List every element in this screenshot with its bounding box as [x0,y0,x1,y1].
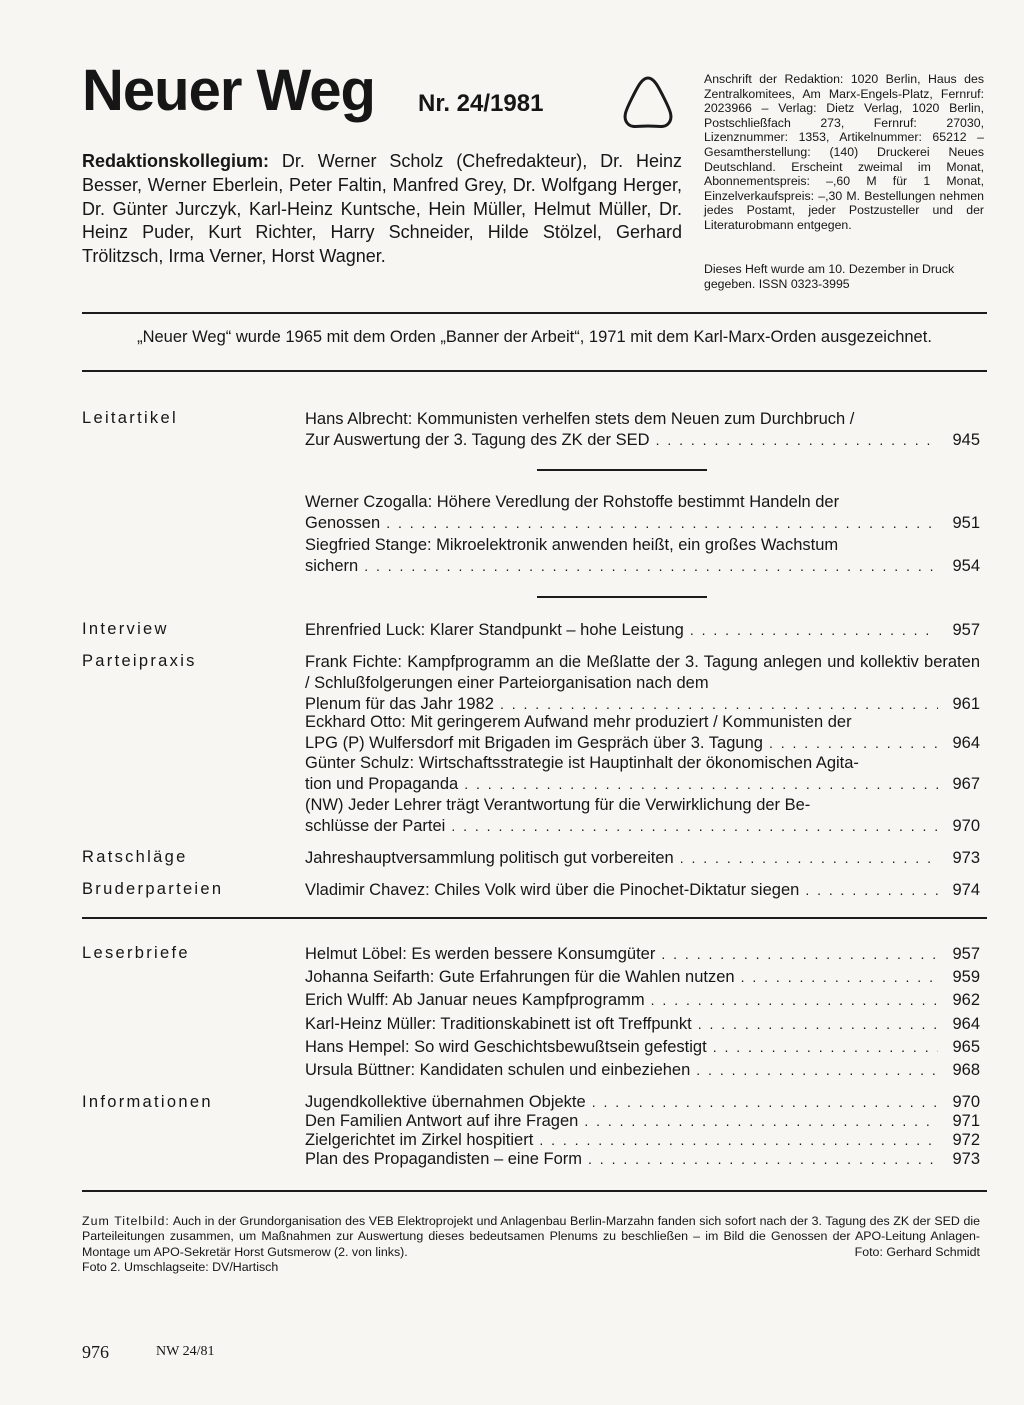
toc-entry [305,1014,980,1035]
toc-entry-title: Genossen [305,514,381,532]
toc-page-number: 967 [952,775,980,793]
leader-dots [386,513,938,534]
toc-entry-title: LPG (P) Wulfersdorf mit Brigaden im Gespräch über 3. Tagung [305,734,763,752]
short-divider [537,469,707,471]
toc-entry [305,795,980,837]
divider [82,370,987,372]
toc-entry [305,1060,980,1081]
toc-entry [305,1037,980,1058]
toc-entry [305,1150,980,1169]
divider [82,1190,987,1192]
toc-entry-title: Hans Hempel: So wird Geschichtsbewußtsein gefestigt [305,1038,707,1056]
editorial-address: Anschrift der Redaktion: 1020 Berlin, Haus des Zentralkomitees, Am Marx-Engels-Platz, Fernruf: 2023966 – Verlag: Dietz Verlag, 1020 Berlin, Postschließfach 273, Fernruf: 27030, Lizenznummer: 1353, Artikelnummer: 65212 – Gesamtherstellung: (140) Druckerei Neues Deutschland. Erscheint zweimal im Monat, Abonnementspreis: –,60 M für 1 Monat, Einzelverkaufspreis: –,30 M. Bestellungen nehmen jedes Postamt, jeder Postzusteller und der Literaturobmann entgegen. [704,72,984,232]
section-label-informationen: Informationen [82,1093,213,1111]
award-note: „Neuer Weg“ wurde 1965 mit dem Orden „Banner der Arbeit“, 1971 mit dem Karl-Marx-Orden ausgezeichnet. [137,328,932,346]
leader-dots [656,430,938,451]
toc-page-number: 971 [952,1112,980,1130]
cover-caption [82,1214,980,1276]
section-label-leserbriefe: Leserbriefe [82,944,190,962]
leader-dots [741,967,938,988]
toc-entry-title: schlüsse der Partei [305,817,446,835]
toc-entry-title: Den Familien Antwort auf ihre Fragen [305,1112,579,1130]
toc-entry [305,535,980,577]
photo-credit-cover-2: Foto 2. Umschlagseite: DV/Hartisch [82,1260,279,1275]
page-number: 976 [82,1342,109,1362]
toc-entry-title: Jugendkollektive übernahmen Objekte [305,1093,586,1111]
section-label-parteipraxis: Parteipraxis [82,652,197,670]
toc-page-number: 968 [952,1061,980,1079]
toc-page-number: 973 [952,849,980,867]
toc-entry-title: Johanna Seifarth: Gute Erfahrungen für die Wahlen nutzen [305,968,735,986]
section-label-interview: Interview [82,620,169,638]
toc-entry-title: sichern [305,557,359,575]
toc-entry-title: Ehrenfried Luck: Klarer Standpunkt – hohe Leistung [305,621,684,639]
toc-entry [305,1112,980,1131]
toc-entry [305,1131,980,1150]
toc-page-number: 972 [952,1131,980,1149]
magazine-title: Neuer Weg [82,58,375,123]
toc-page-number: 957 [952,945,980,963]
toc-page-number: 970 [952,817,980,835]
leader-dots [464,774,938,795]
divider [82,917,987,919]
triangle-logo-icon [618,74,678,130]
toc-entry-title: Siegfried Stange: Mikroelektronik anwenden heißt, ein großes Wachstum [305,536,839,554]
leader-dots [588,1150,938,1169]
toc-entry-title: Zur Auswertung der 3. Tagung des ZK der SED [305,431,650,449]
toc-entry [305,1093,980,1112]
leader-dots [539,1131,938,1150]
photo-credit: Foto: Gerhard Schmidt [854,1244,980,1259]
toc-page-number: 954 [952,557,980,575]
toc-entry-title: Günter Schulz: Wirtschaftsstrategie ist Hauptinhalt der ökonomischen Agita- [305,754,859,772]
toc-entry [305,712,980,754]
section-label-leitartikel: Leitartikel [82,409,178,427]
toc-entry [305,409,980,451]
toc-page-number: 957 [952,621,980,639]
toc-entry-title: Helmut Löbel: Es werden bessere Konsumgüter [305,945,656,963]
toc-page-number: 959 [952,968,980,986]
toc-page-number: 951 [952,514,980,532]
toc-entry-title: Frank Fichte: Kampfprogramm an die Meßlatte der 3. Tagung anlegen und kollektiv beraten / Schlußfolgerungen einer Parteiorganisation nach dem [305,653,980,692]
folio-issue: NW 24/81 [156,1344,215,1359]
leader-dots [651,990,938,1011]
toc-page-number: 964 [952,734,980,752]
toc-entry-title: Ursula Büttner: Kandidaten schulen und einbeziehen [305,1061,691,1079]
toc-page-number: 964 [952,1015,980,1033]
toc-entry [305,492,980,534]
toc-page-number: 961 [952,695,980,713]
section-label-bruderparteien: Bruderparteien [82,880,224,898]
toc-entry-title: Werner Czogalla: Höhere Veredlung der Rohstoffe bestimmt Handeln der [305,493,840,511]
editorial-board-members: Dr. Werner Scholz (Chefredakteur), Dr. Heinz Besser, Werner Eberlein, Peter Faltin, Manfred Grey, Dr. Wolfgang Herger, Dr. Günter Jurczyk, Karl-Heinz Kuntsche, Hein Müller, Helmut Müller, Dr. Heinz Puder, Kurt Richter, Harry Schneider, Hilde Stölzel, Gerhard Trölitzsch, Irma Verner, Horst Wagner. [82,151,682,267]
leader-dots [364,556,938,577]
leader-dots [584,1112,938,1131]
toc-entry-title: Jahreshauptversammlung politisch gut vorbereiten [305,849,674,867]
leader-dots [680,848,938,869]
section-label-ratschlaege: Ratschläge [82,848,188,866]
toc-entry-title: Plenum für das Jahr 1982 [305,695,494,713]
divider [82,312,987,314]
leader-dots [769,733,938,754]
toc-page-number: 962 [952,991,980,1009]
toc-entry-title: Zielgerichtet im Zirkel hospitiert [305,1131,534,1149]
toc-entry-title: Vladimir Chavez: Chiles Volk wird über die Pinochet-Diktatur siegen [305,881,800,899]
leader-dots [698,1014,938,1035]
toc-page-number: 973 [952,1150,980,1168]
editorial-board [82,150,682,269]
print-note: Dieses Heft wurde am 10. Dezember in Druck gegeben. ISSN 0323-3995 [704,262,955,291]
leader-dots [805,880,938,901]
leader-dots [696,1060,938,1081]
issue-number: Nr. 24/1981 [418,90,544,117]
toc-entry [305,990,980,1011]
leader-dots [451,816,938,837]
toc-entry [305,652,980,715]
toc-entry-title: Karl-Heinz Müller: Traditionskabinett ist oft Treffpunkt [305,1015,692,1033]
toc-entry [305,620,980,641]
toc-page-number: 965 [952,1038,980,1056]
toc-page-number: 945 [952,431,980,449]
toc-entry [305,753,980,795]
toc-entry [305,848,980,869]
leader-dots [661,944,938,965]
leader-dots [690,620,938,641]
toc-entry-title: Eckhard Otto: Mit geringerem Aufwand mehr produziert / Kommunisten der [305,713,852,731]
toc-entry-title: Erich Wulff: Ab Januar neues Kampfprogramm [305,991,645,1009]
leader-dots [592,1093,938,1112]
toc-entry [305,880,980,901]
toc-page-number: 970 [952,1093,980,1111]
toc-entry-title: Plan des Propagandisten – eine Form [305,1150,583,1168]
short-divider [537,596,707,598]
toc-entry [305,944,980,965]
caption-label: Zum Titelbild: [82,1214,170,1228]
caption-text: Auch in der Grundorganisation des VEB Elektroprojekt und Anlagenbau Berlin-Marzahn fanden sich sofort nach der 3. Tagung des ZK der SED die Parteileitungen zusammen, um Maßnahmen zur Auswertung dieses bedeutsamen Plenums zu beschließen – im Bild die Genossen der APO-Leitung Anlagen-Montage um APO-Sekretär Horst Gutsmerow (2. von links). [82,1214,980,1259]
toc-entry-title: tion und Propaganda [305,775,459,793]
leader-dots [713,1037,938,1058]
toc-page-number: 974 [952,881,980,899]
toc-entry-title: Hans Albrecht: Kommunisten verhelfen stets dem Neuen zum Durchbruch / [305,410,855,428]
toc-entry-title: (NW) Jeder Lehrer trägt Verantwortung für die Verwirklichung der Be- [305,796,811,814]
toc-entry [305,967,980,988]
editorial-board-label: Redaktionskollegium: [82,151,270,171]
